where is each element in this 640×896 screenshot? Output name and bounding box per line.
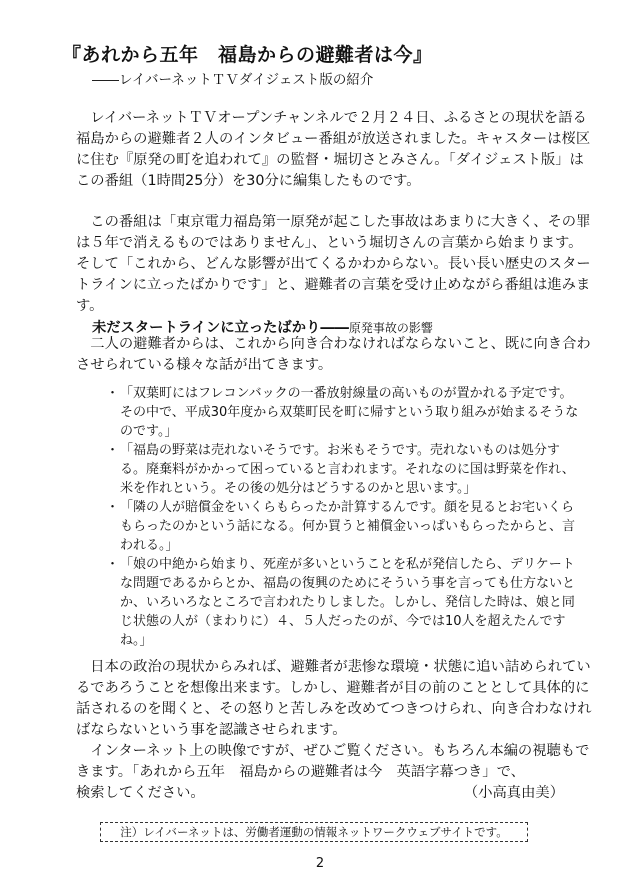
section-heading-suffix: 原発事故の影響: [348, 321, 433, 335]
article-subtitle: ――レイバーネットＴＶダイジェスト版の紹介: [92, 72, 374, 88]
paragraph-text: 日本の政治の現状からみれば、避難者が悲惨な環境・状態に追い詰められているであろうことを想像出来ます。しかし、避難者が目の前のこととして具体的に話されるのを聞くと、その怒りと苦しみを改めてつきつけられ、向き合わなければならないという事を認識させられます。: [76, 659, 592, 738]
list-item: [106, 441, 584, 498]
paragraph-evacuees: [76, 334, 596, 376]
page-number: 2: [315, 856, 325, 871]
list-item: [106, 384, 584, 441]
signature-row: [76, 783, 596, 804]
paragraph-program: [76, 212, 596, 317]
section-heading-main: 未だスタートラインに立ったばかり――: [92, 320, 349, 336]
bullet-icon: ・: [106, 557, 120, 572]
paragraph-reflection: [76, 657, 596, 741]
list-item: [106, 498, 584, 555]
quote-text: 「福島の野菜は売れないそうです。お米もそうです。売れないものは処分する。廃棄料がかかって困っていると言われます。それなのに国は野菜を作れ、米を作れという。その後の処分はどうするのかと思います。」: [120, 443, 575, 496]
paragraph-text: レイバーネットＴＶオープンチャンネルで２月２４日、ふるさとの現状を語る福島からの避難者２人のインタビュー番組が放送されました。キャスターは桜区に住む『原発の町を追われて』の監督・堀切さとみさん。「ダイジェスト版」はこの番組（1時間25分）を30分に編集したものです。: [76, 110, 591, 189]
paragraph-tail: 検索してください。: [76, 785, 205, 801]
paragraph-intro: [76, 108, 596, 192]
paragraph-call-to-action: [76, 741, 596, 804]
paragraph-text: この番組は「東京電力福島第一原発が起こした事故はあまりに大きく、その罪は５年で消えるものではありません」、という堀切さんの言葉から始まります。そして「これから、どんな影響が出てくるかわからない。長い長い歴史のスタートラインに立ったばかりです」と、避難者の言葉を受け止めながら番組は進みます。: [76, 214, 591, 314]
quote-text: 「娘の中絶から始まり、死産が多いということを私が発信したら、デリケートな問題であるからとか、福島の復興のためにそういう事を言っても仕方ないとか、いろいろなところで言われたりしました。しかし、発信した時は、娘と同じ状態の人が（まわりに）４、５人だったのが、今では10人を超えたんですね。」: [120, 557, 576, 648]
quote-list: [106, 384, 584, 650]
quote-text: 「隣の人が賠償金をいくらもらったか計算するんです。顔を見るとお宅いくらもらったのかという話になる。何か買うと補償金いっぱいもらったからと、言われる。」: [120, 500, 576, 553]
bullet-icon: ・: [106, 443, 120, 458]
bullet-icon: ・: [106, 500, 120, 515]
quote-text: 「双葉町にはフレコンバックの一番放射線量の高いものが置かれる予定です。その中で、平成30年度から双葉町民を町に帰すという取り組みが始まるそうなのです。」: [120, 386, 579, 439]
paragraph-text: インターネット上の映像ですが、ぜひご覧ください。もちろん本編の視聴もできます。「あれから五年 福島からの避難者は今 英語字幕つき」で、: [76, 743, 590, 780]
list-item: [106, 555, 584, 650]
author-name: （小高真由美）: [463, 785, 564, 801]
bullet-icon: ・: [106, 386, 120, 401]
footnote-box: 注）レイバーネットは、労働者運動の情報ネットワークウェブサイトです。: [100, 822, 528, 842]
article-title: 『あれから五年 福島からの避難者は今』: [62, 44, 433, 66]
paragraph-text: 二人の避難者からは、これから向き合わなければならないこと、既に向き合わさせられている様々な話が出てきます。: [76, 336, 591, 373]
